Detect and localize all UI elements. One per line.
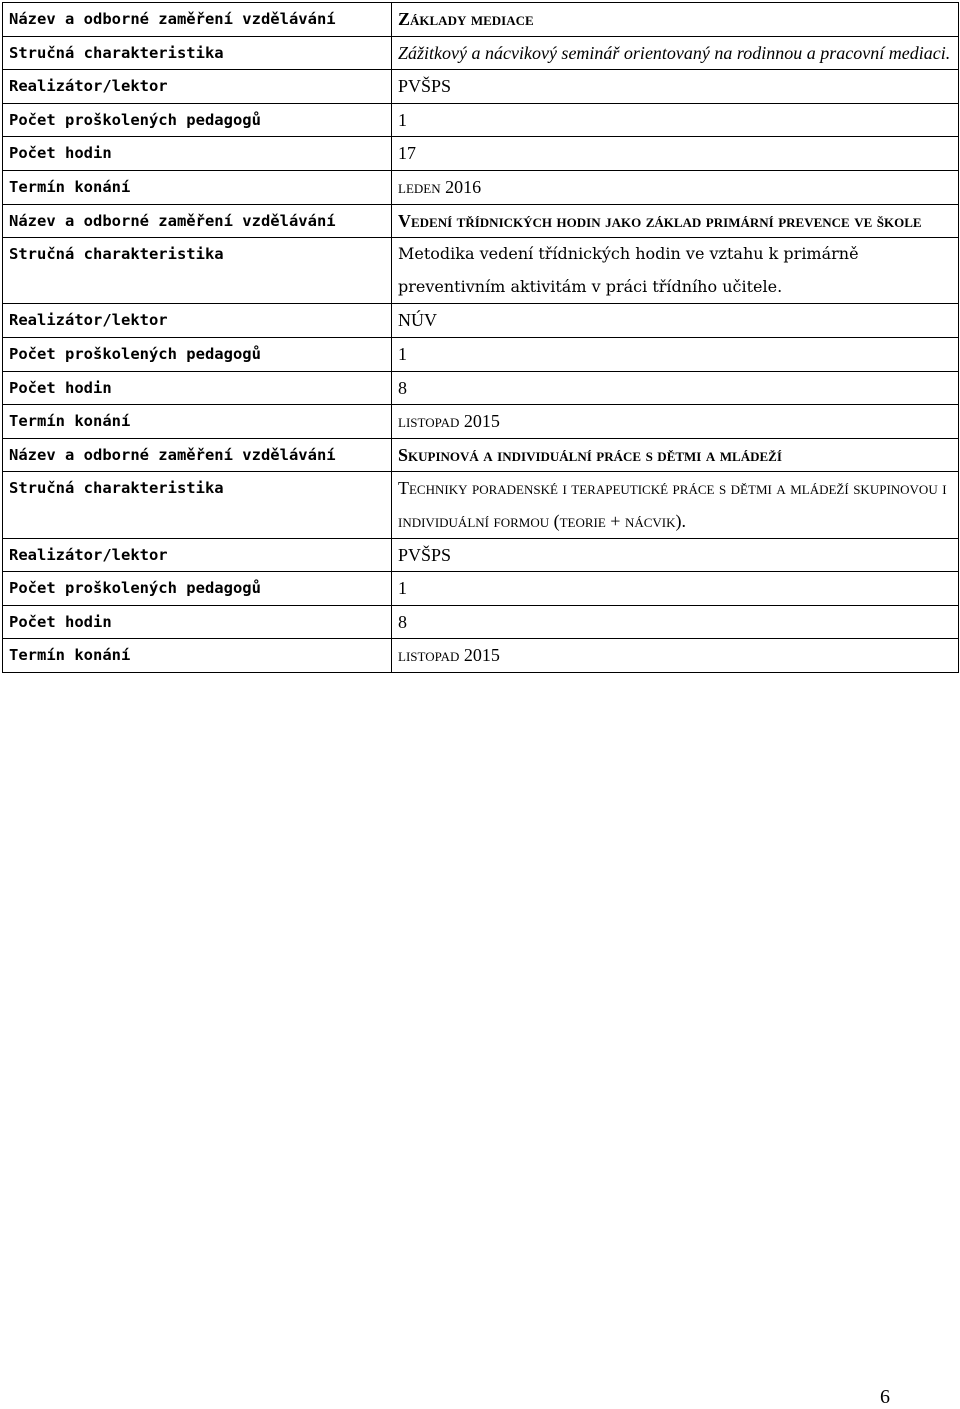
course-3-title-row xyxy=(3,438,959,472)
course-summary: Zážitkový a nácvikový seminář orientovaný na rodinnou a pracovní mediaci. xyxy=(392,36,959,70)
course-date: leden 2016 xyxy=(392,170,959,204)
course-count: 1 xyxy=(392,103,959,137)
label-summary: Stručná charakteristika xyxy=(3,36,392,70)
page-number: 6 xyxy=(880,1386,890,1408)
training-table xyxy=(2,2,959,673)
course-2-hours-row xyxy=(3,371,959,405)
course-3-hours-row xyxy=(3,605,959,639)
course-count: 1 xyxy=(392,337,959,371)
course-1-date-row xyxy=(3,170,959,204)
course-3-count-row xyxy=(3,572,959,606)
label-title: Název a odborné zaměření vzdělávání xyxy=(3,204,392,238)
course-1-title-row xyxy=(3,3,959,37)
label-date: Termín konání xyxy=(3,170,392,204)
course-2-summary-row xyxy=(3,238,959,304)
course-1-count-row xyxy=(3,103,959,137)
course-3-provider-row xyxy=(3,538,959,572)
course-hours: 8 xyxy=(392,605,959,639)
label-hours: Počet hodin xyxy=(3,605,392,639)
label-provider: Realizátor/lektor xyxy=(3,538,392,572)
course-summary: Techniky poradenské i terapeutické práce s dětmi a mládeží skupinovou i individuální formou (teorie + nácvik). xyxy=(392,472,959,538)
course-date: listopad 2015 xyxy=(392,405,959,439)
course-provider: PVŠPS xyxy=(392,70,959,104)
label-summary: Stručná charakteristika xyxy=(3,472,392,538)
course-1-summary-row xyxy=(3,36,959,70)
label-date: Termín konání xyxy=(3,405,392,439)
course-hours: 17 xyxy=(392,137,959,171)
course-3-date-row xyxy=(3,639,959,673)
label-hours: Počet hodin xyxy=(3,371,392,405)
course-hours: 8 xyxy=(392,371,959,405)
label-provider: Realizátor/lektor xyxy=(3,304,392,338)
course-2-date-row xyxy=(3,405,959,439)
course-date: listopad 2015 xyxy=(392,639,959,673)
course-1-hours-row xyxy=(3,137,959,171)
label-count: Počet proškolených pedagogů xyxy=(3,103,392,137)
course-2-count-row xyxy=(3,337,959,371)
label-provider: Realizátor/lektor xyxy=(3,70,392,104)
label-date: Termín konání xyxy=(3,639,392,673)
course-1-provider-row xyxy=(3,70,959,104)
label-title: Název a odborné zaměření vzdělávání xyxy=(3,3,392,37)
label-hours: Počet hodin xyxy=(3,137,392,171)
course-provider: NÚV xyxy=(392,304,959,338)
label-count: Počet proškolených pedagogů xyxy=(3,337,392,371)
course-title: Vedení třídnických hodin jako základ primární prevence ve škole xyxy=(392,204,959,238)
course-title: Základy mediace xyxy=(392,3,959,37)
label-title: Název a odborné zaměření vzdělávání xyxy=(3,438,392,472)
label-summary: Stručná charakteristika xyxy=(3,238,392,304)
label-count: Počet proškolených pedagogů xyxy=(3,572,392,606)
course-summary: Metodika vedení třídnických hodin ve vztahu k primárně preventivním aktivitám v práci třídního učitele. xyxy=(392,238,959,304)
course-title: Skupinová a individuální práce s dětmi a mládeží xyxy=(392,438,959,472)
course-3-summary-row xyxy=(3,472,959,538)
course-2-title-row xyxy=(3,204,959,238)
course-provider: PVŠPS xyxy=(392,538,959,572)
course-2-provider-row xyxy=(3,304,959,338)
course-count: 1 xyxy=(392,572,959,606)
